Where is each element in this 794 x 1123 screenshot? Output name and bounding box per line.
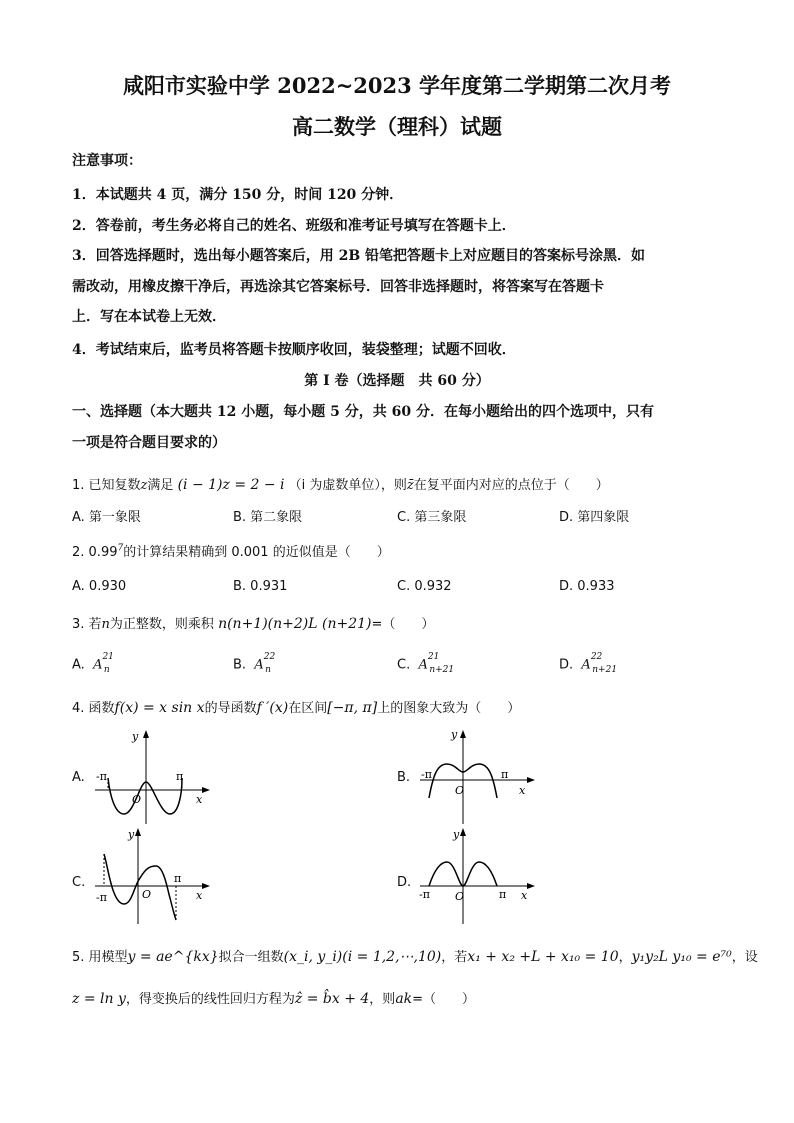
q1-option-d: D. 第四象限 [559, 510, 630, 525]
question-5: 5. 用模型y = ae^{kx}拟合一组数(x_i, y_i)(i = 1,2,⋯,10)，若x₁ + x₂ +L + x₁₀ = 10，y₁y₂L y₁₀ = e⁷⁰，设 [72, 949, 758, 965]
notice-item-3-cont2: 上．写在本试卷上无效． [72, 309, 226, 325]
q3-option-d: D. $A^{22}_{n+21}$ [559, 652, 618, 675]
graph-c-pi: π [174, 872, 182, 885]
question-3: 3. 若n为正整数，则乘积 n(n+1)(n+2)L (n+21)=（ ） [72, 616, 435, 632]
question-1: 1. 已知复数z满足 (i − 1)z = 2 − i （i 为虚数单位），则z̄在复平面内对应的点位于（ ） [72, 477, 609, 493]
question-4: 4. 函数f(x) = x sin x的导函数f ′(x)在区间[−π, π]上的图象大致为（ ） [72, 700, 521, 716]
graph-a-origin: O [132, 793, 142, 806]
graph-a-label: A. [72, 770, 85, 785]
graph-d-origin: O [455, 890, 465, 903]
q1-option-a: A. 第一象限 [72, 510, 141, 525]
graph-d [415, 826, 545, 930]
graph-d-label: D. [397, 875, 412, 890]
graph-c-origin: O [142, 888, 152, 901]
part1-heading-cont: 一项是符合题目要求的） [72, 435, 226, 451]
volume-heading: 第 I 卷（选择题 共 60 分） [304, 373, 490, 389]
graph-c-y: y [128, 828, 135, 841]
q1-option-b: B. 第二象限 [233, 510, 303, 525]
q2-option-c: C. 0.932 [397, 579, 452, 594]
part1-heading: 一、选择题（本大题共 12 小题，每小题 5 分，共 60 分．在每小题给出的四个选项中，只有 [72, 404, 654, 420]
graph-d-y: y [453, 828, 460, 841]
graph-b-x: x [519, 784, 526, 797]
q2-option-a: A. 0.930 [72, 579, 127, 594]
notice-heading: 注意事项： [72, 153, 142, 169]
graph-d-x: x [521, 889, 528, 902]
graph-b-origin: O [455, 784, 465, 797]
exam-subtitle: 高二数学（理科）试题 [292, 114, 502, 139]
notice-item-1: 1．本试题共 4 页，满分 150 分，时间 120 分钟． [72, 187, 404, 203]
q3-option-c: C. $A^{21}_{n+21}$ [397, 652, 455, 675]
question-5-cont: z = ln y，得变换后的线性回归方程为ẑ = b̂x + 4，则ak=（ ） [72, 991, 476, 1007]
graph-c-neg-pi: -π [96, 891, 107, 904]
graph-a-y: y [132, 730, 139, 743]
graph-b-y: y [451, 728, 458, 741]
graph-c [90, 826, 220, 930]
q1-option-c: C. 第三象限 [397, 510, 467, 525]
graph-b [415, 726, 545, 830]
graph-d-pi: π [499, 888, 507, 901]
graph-b-pi: π [501, 768, 509, 781]
q2-option-b: B. 0.931 [233, 579, 288, 594]
question-2: 2. 0.99$^7$的计算结果精确到 0.001 的近似值是（ ） [72, 543, 390, 560]
q3-option-a: A. $A^{21}_n$ [72, 652, 114, 675]
q3-option-b: B. $A^{22}_n$ [233, 652, 276, 675]
graph-a-neg-pi: -π [96, 770, 107, 783]
q2-option-d: D. 0.933 [559, 579, 615, 594]
graph-c-label: C. [72, 875, 86, 890]
graph-b-neg-pi: -π [421, 768, 432, 781]
graph-d-neg-pi: -π [419, 888, 430, 901]
notice-item-3-cont: 需改动，用橡皮擦干净后，再选涂其它答案标号．回答非选择题时，将答案写在答题卡 [72, 279, 604, 295]
notice-item-3: 3．回答选择题时，选出每小题答案后，用 2B 铅笔把答题卡上对应题目的答案标号涂黑．如 [72, 248, 646, 264]
graph-b-label: B. [397, 770, 411, 785]
exam-title: 咸阳市实验中学 2022~2023 学年度第二学期第二次月考 [122, 73, 672, 98]
notice-item-2: 2．答卷前，考生务必将自己的姓名、班级和准考证号填写在答题卡上． [72, 218, 516, 234]
graph-a-pi: π [176, 770, 184, 783]
graph-a-x: x [196, 793, 203, 806]
notice-item-4: 4．考试结束后，监考员将答题卡按顺序收回，装袋整理；试题不回收． [72, 342, 516, 358]
graph-c-x: x [196, 889, 203, 902]
graph-a [90, 726, 220, 830]
